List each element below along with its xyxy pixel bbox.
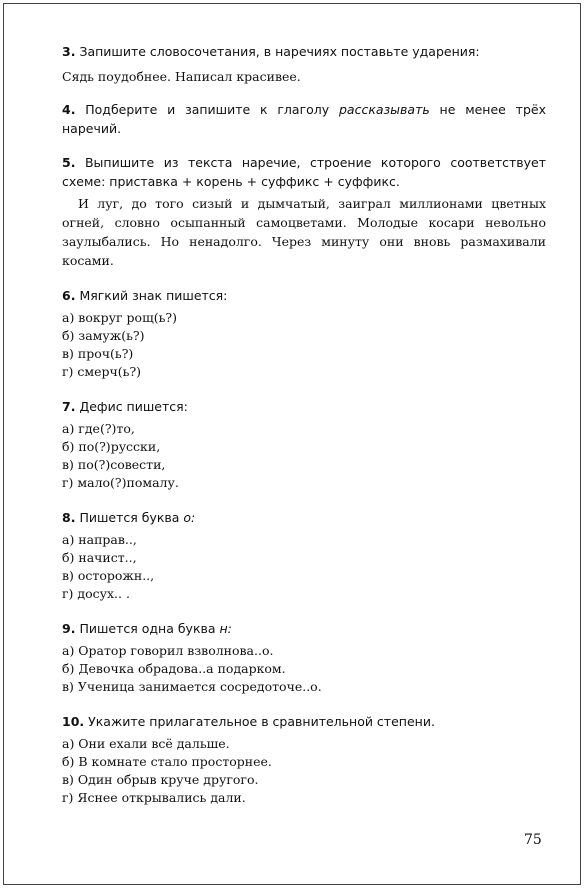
option: г) смерч(ь?) xyxy=(62,364,142,379)
option: б) по(?)русски, xyxy=(62,439,161,454)
task-7 xyxy=(62,397,546,492)
option: в) Один обрыв круче другого. xyxy=(62,772,259,787)
task-3 xyxy=(62,42,546,86)
page-number: 75 xyxy=(524,832,542,848)
option: б) замуж(ь?) xyxy=(62,328,145,343)
task-5-prompt: 5. Выпишите из текста наречие, строение которого соответствует схеме: приставка + корень + суффикс + суффикс. xyxy=(62,155,546,189)
option: в) Ученица занимается сосредоточе..о. xyxy=(62,679,322,694)
task-3-prompt: 3. Запишите словосочетания, в наречиях поставьте ударения: xyxy=(62,44,480,59)
task-3-text: Сядь поудобнее. Написал красивее. xyxy=(62,69,301,84)
option: а) Оратор говорил взволнова..о. xyxy=(62,643,274,658)
task-5 xyxy=(62,153,546,270)
option: а) Они ехали всё дальше. xyxy=(62,736,230,751)
option: а) вокруг рощ(ь?) xyxy=(62,310,177,325)
page-content xyxy=(62,42,546,807)
option: в) осторожн.., xyxy=(62,568,155,583)
option: г) досух.. . xyxy=(62,586,130,601)
task-8-prompt: 8. Пишется буква о: xyxy=(62,510,196,525)
option: а) где(?)то, xyxy=(62,421,135,436)
option: в) проч(ь?) xyxy=(62,346,134,361)
option: г) мало(?)помалу. xyxy=(62,475,179,490)
option: а) направ.., xyxy=(62,532,137,547)
task-4-prompt: 4. Подберите и запишите к глаголу рассказывать не менее трёх наречий. xyxy=(62,102,546,136)
task-7-prompt: 7. Дефис пишется: xyxy=(62,399,188,414)
task-6 xyxy=(62,286,546,381)
option: г) Яснее открывались дали. xyxy=(62,790,246,805)
task-6-prompt: 6. Мягкий знак пишется: xyxy=(62,288,228,303)
page xyxy=(3,3,581,885)
task-9-prompt: 9. Пишется одна буква н: xyxy=(62,621,232,636)
option: б) Девочка обрадова..а подарком. xyxy=(62,661,286,676)
task-4 xyxy=(62,100,546,138)
task-10 xyxy=(62,712,546,807)
task-10-prompt: 10. Укажите прилагательное в сравнительной степени. xyxy=(62,714,435,729)
option: б) В комнате стало просторнее. xyxy=(62,754,272,769)
task-8 xyxy=(62,508,546,603)
option: в) по(?)совести, xyxy=(62,457,166,472)
task-5-text: И луг, до того сизый и дымчатый, заиграл миллионами цветных огней, словно осыпанный самоцветами. Молодые косари невольно заулыбались. Но ненадолго. Через минуту они вновь размахивали косами. xyxy=(62,196,546,268)
task-9 xyxy=(62,619,546,696)
option: б) начист.., xyxy=(62,550,137,565)
